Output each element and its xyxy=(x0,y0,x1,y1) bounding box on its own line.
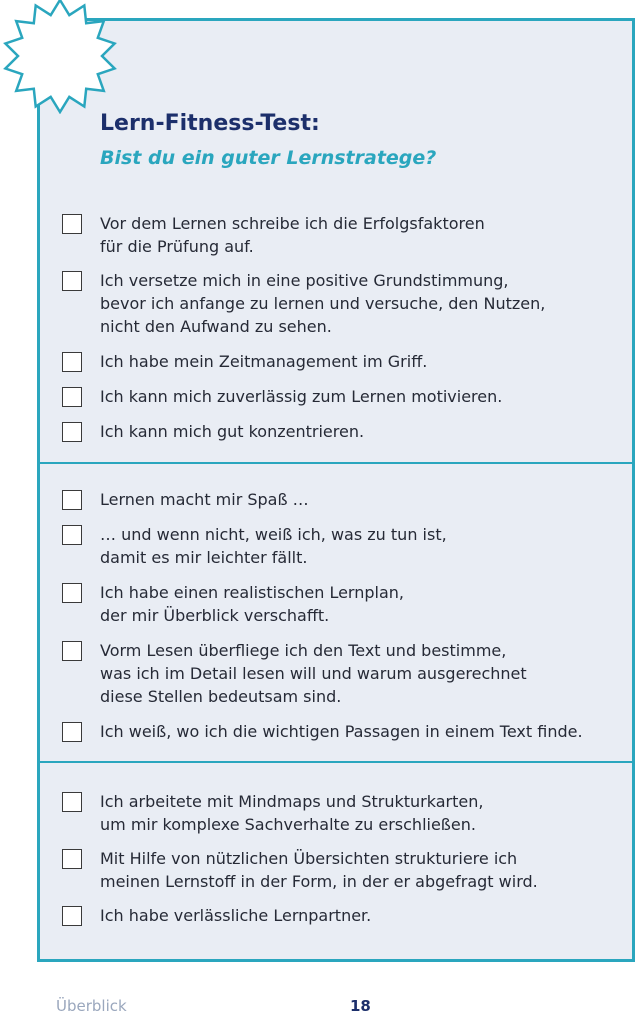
checklist-item-text: Ich habe einen realistischen Lernplan, der mir Überblick verschafft. xyxy=(100,583,404,625)
checkbox[interactable] xyxy=(62,792,82,812)
checkbox[interactable] xyxy=(62,906,82,926)
footer-section-label: Überblick xyxy=(56,997,127,1015)
checkbox[interactable] xyxy=(62,214,82,234)
checkbox[interactable] xyxy=(62,641,82,661)
checklist-item xyxy=(62,523,622,583)
page-number: 18 xyxy=(350,997,371,1015)
checklist-item xyxy=(62,847,622,907)
checklist-item xyxy=(62,420,622,480)
checkbox[interactable] xyxy=(62,490,82,510)
checklist-item-text: Mit Hilfe von nützlichen Übersichten strukturiere ich meinen Lernstoff in der Form, in der er abgefragt wird. xyxy=(100,849,538,891)
checkbox[interactable] xyxy=(62,352,82,372)
checklist-item-text: Ich kann mich gut konzentrieren. xyxy=(100,422,365,441)
checklist-item-text: Lernen macht mir Spaß … xyxy=(100,490,309,509)
checklist-item xyxy=(62,212,622,272)
checklist-item xyxy=(62,581,622,641)
checkbox[interactable] xyxy=(62,271,82,291)
checklist-item-text: … und wenn nicht, weiß ich, was zu tun ist, damit es mir leichter fällt. xyxy=(100,525,447,567)
checkbox[interactable] xyxy=(62,722,82,742)
page-title: Lern-Fitness-Test: xyxy=(100,111,320,136)
checkbox[interactable] xyxy=(62,583,82,603)
checklist-item-text: Ich weiß, wo ich die wichtigen Passagen in einem Text finde. xyxy=(100,722,583,741)
starburst-badge xyxy=(0,0,122,114)
checkbox[interactable] xyxy=(62,849,82,869)
checklist-item-text: Ich habe verlässliche Lernpartner. xyxy=(100,906,372,925)
checklist-item xyxy=(62,904,622,964)
section-divider xyxy=(37,462,635,464)
checklist-item-text: Ich kann mich zuverlässig zum Lernen motivieren. xyxy=(100,387,503,406)
checklist-item xyxy=(62,720,622,780)
checklist-item xyxy=(62,790,622,850)
checklist-item-text: Ich arbeitete mit Mindmaps und Strukturkarten, um mir komplexe Sachverhalte zu erschließen. xyxy=(100,792,484,834)
checklist-item xyxy=(62,639,622,706)
checklist-item xyxy=(62,269,622,336)
checklist-item-text: Ich habe mein Zeitmanagement im Griff. xyxy=(100,352,428,371)
checkbox[interactable] xyxy=(62,525,82,545)
checklist-item-text: Vor dem Lernen schreibe ich die Erfolgsfaktoren für die Prüfung auf. xyxy=(100,214,485,256)
page-subtitle: Bist du ein guter Lernstratege? xyxy=(100,147,437,169)
checkbox[interactable] xyxy=(62,387,82,407)
checklist-item-text: Ich versetze mich in eine positive Grundstimmung, bevor ich anfange zu lernen und versuche, den Nutzen, nicht den Aufwand zu sehen. xyxy=(100,271,546,336)
section-divider xyxy=(37,761,635,763)
checklist-item-text: Vorm Lesen überfliege ich den Text und bestimme, was ich im Detail lesen will und warum ausgerechnet diese Stellen bedeutsam sind. xyxy=(100,641,527,706)
checkbox[interactable] xyxy=(62,422,82,442)
